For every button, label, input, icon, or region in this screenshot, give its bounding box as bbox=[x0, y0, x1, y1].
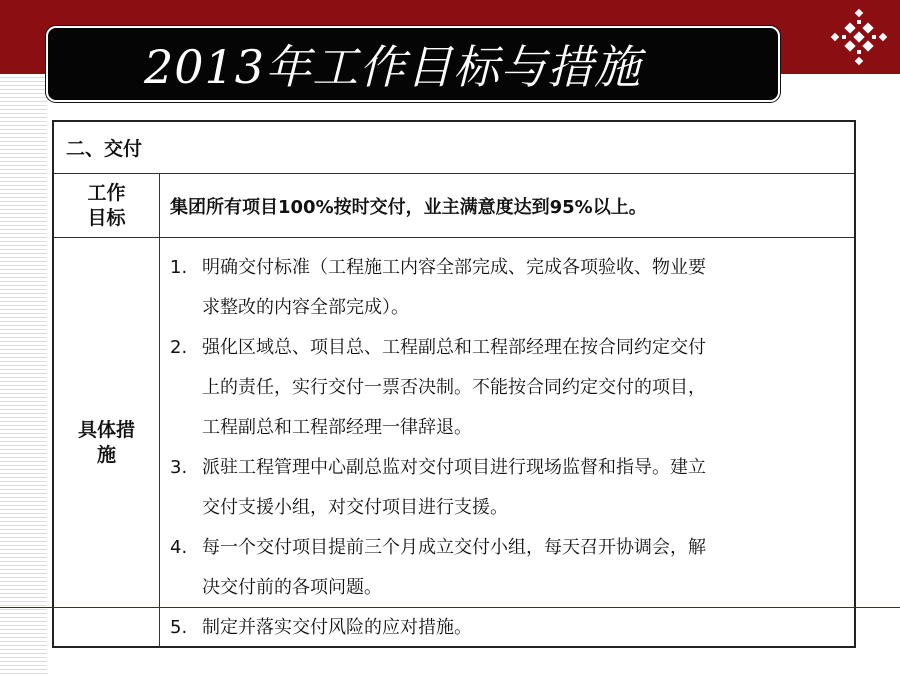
logo bbox=[818, 0, 900, 74]
title-banner bbox=[46, 26, 780, 102]
measure-number: 4. bbox=[170, 537, 188, 558]
measure-item-1 bbox=[170, 248, 840, 328]
measure-line: 工程副总和工程部经理一律辞退。 bbox=[202, 417, 472, 438]
left-stripe-panel bbox=[0, 74, 47, 675]
measure-line: 明确交付标准（工程施工内容全部完成、完成各项验收、物业要 bbox=[202, 257, 706, 278]
measure-line: 上的责任，实行交付一票否决制。不能按合同约定交付的项目， bbox=[202, 377, 706, 398]
measures-list bbox=[170, 248, 840, 648]
measure-line: 求整改的内容全部完成）。 bbox=[202, 297, 409, 318]
goal-text: 集团所有项目100%按时交付，业主满意度达到95%以上。 bbox=[170, 196, 647, 218]
measure-item-2 bbox=[170, 328, 840, 448]
measures-row bbox=[54, 238, 854, 648]
measure-text bbox=[202, 328, 840, 448]
measure-line: 决交付前的各项问题。 bbox=[202, 577, 382, 598]
measure-line: 制定并落实交付风险的应对措施。 bbox=[202, 617, 472, 638]
divider-line bbox=[0, 607, 900, 608]
measures-label: 具体措施 bbox=[77, 419, 135, 466]
measure-line: 每一个交付项目提前三个月成立交付小组，每天召开协调会，解 bbox=[202, 537, 706, 558]
goal-label-cell bbox=[54, 174, 160, 237]
measure-text bbox=[202, 528, 840, 608]
measure-item-4 bbox=[170, 528, 840, 608]
measure-number: 1. bbox=[170, 257, 188, 278]
measure-text bbox=[202, 248, 840, 328]
measure-line: 强化区域总、项目总、工程副总和工程部经理在按合同约定交付 bbox=[202, 337, 706, 358]
measure-text bbox=[202, 608, 840, 648]
measure-line: 派驻工程管理中心副总监对交付项目进行现场监督和指导。建立 bbox=[202, 457, 706, 478]
goal-row bbox=[54, 174, 854, 238]
page-title: 2013年工作目标与措施 bbox=[144, 40, 642, 94]
measure-text bbox=[202, 448, 840, 528]
measure-number: 5. bbox=[170, 617, 188, 638]
measure-number: 2. bbox=[170, 337, 188, 358]
section-header-row bbox=[54, 122, 854, 174]
diamond-lattice-logo-icon bbox=[828, 6, 890, 68]
measure-number: 3. bbox=[170, 457, 188, 478]
goals-measures-table bbox=[52, 120, 856, 648]
measure-item-5 bbox=[170, 608, 840, 648]
measures-label-cell bbox=[54, 238, 160, 648]
measure-line: 交付支援小组，对交付项目进行支援。 bbox=[202, 497, 508, 518]
section-title: 二、交付 bbox=[66, 138, 143, 160]
measure-item-3 bbox=[170, 448, 840, 528]
goal-label: 工作目标 bbox=[87, 181, 126, 229]
